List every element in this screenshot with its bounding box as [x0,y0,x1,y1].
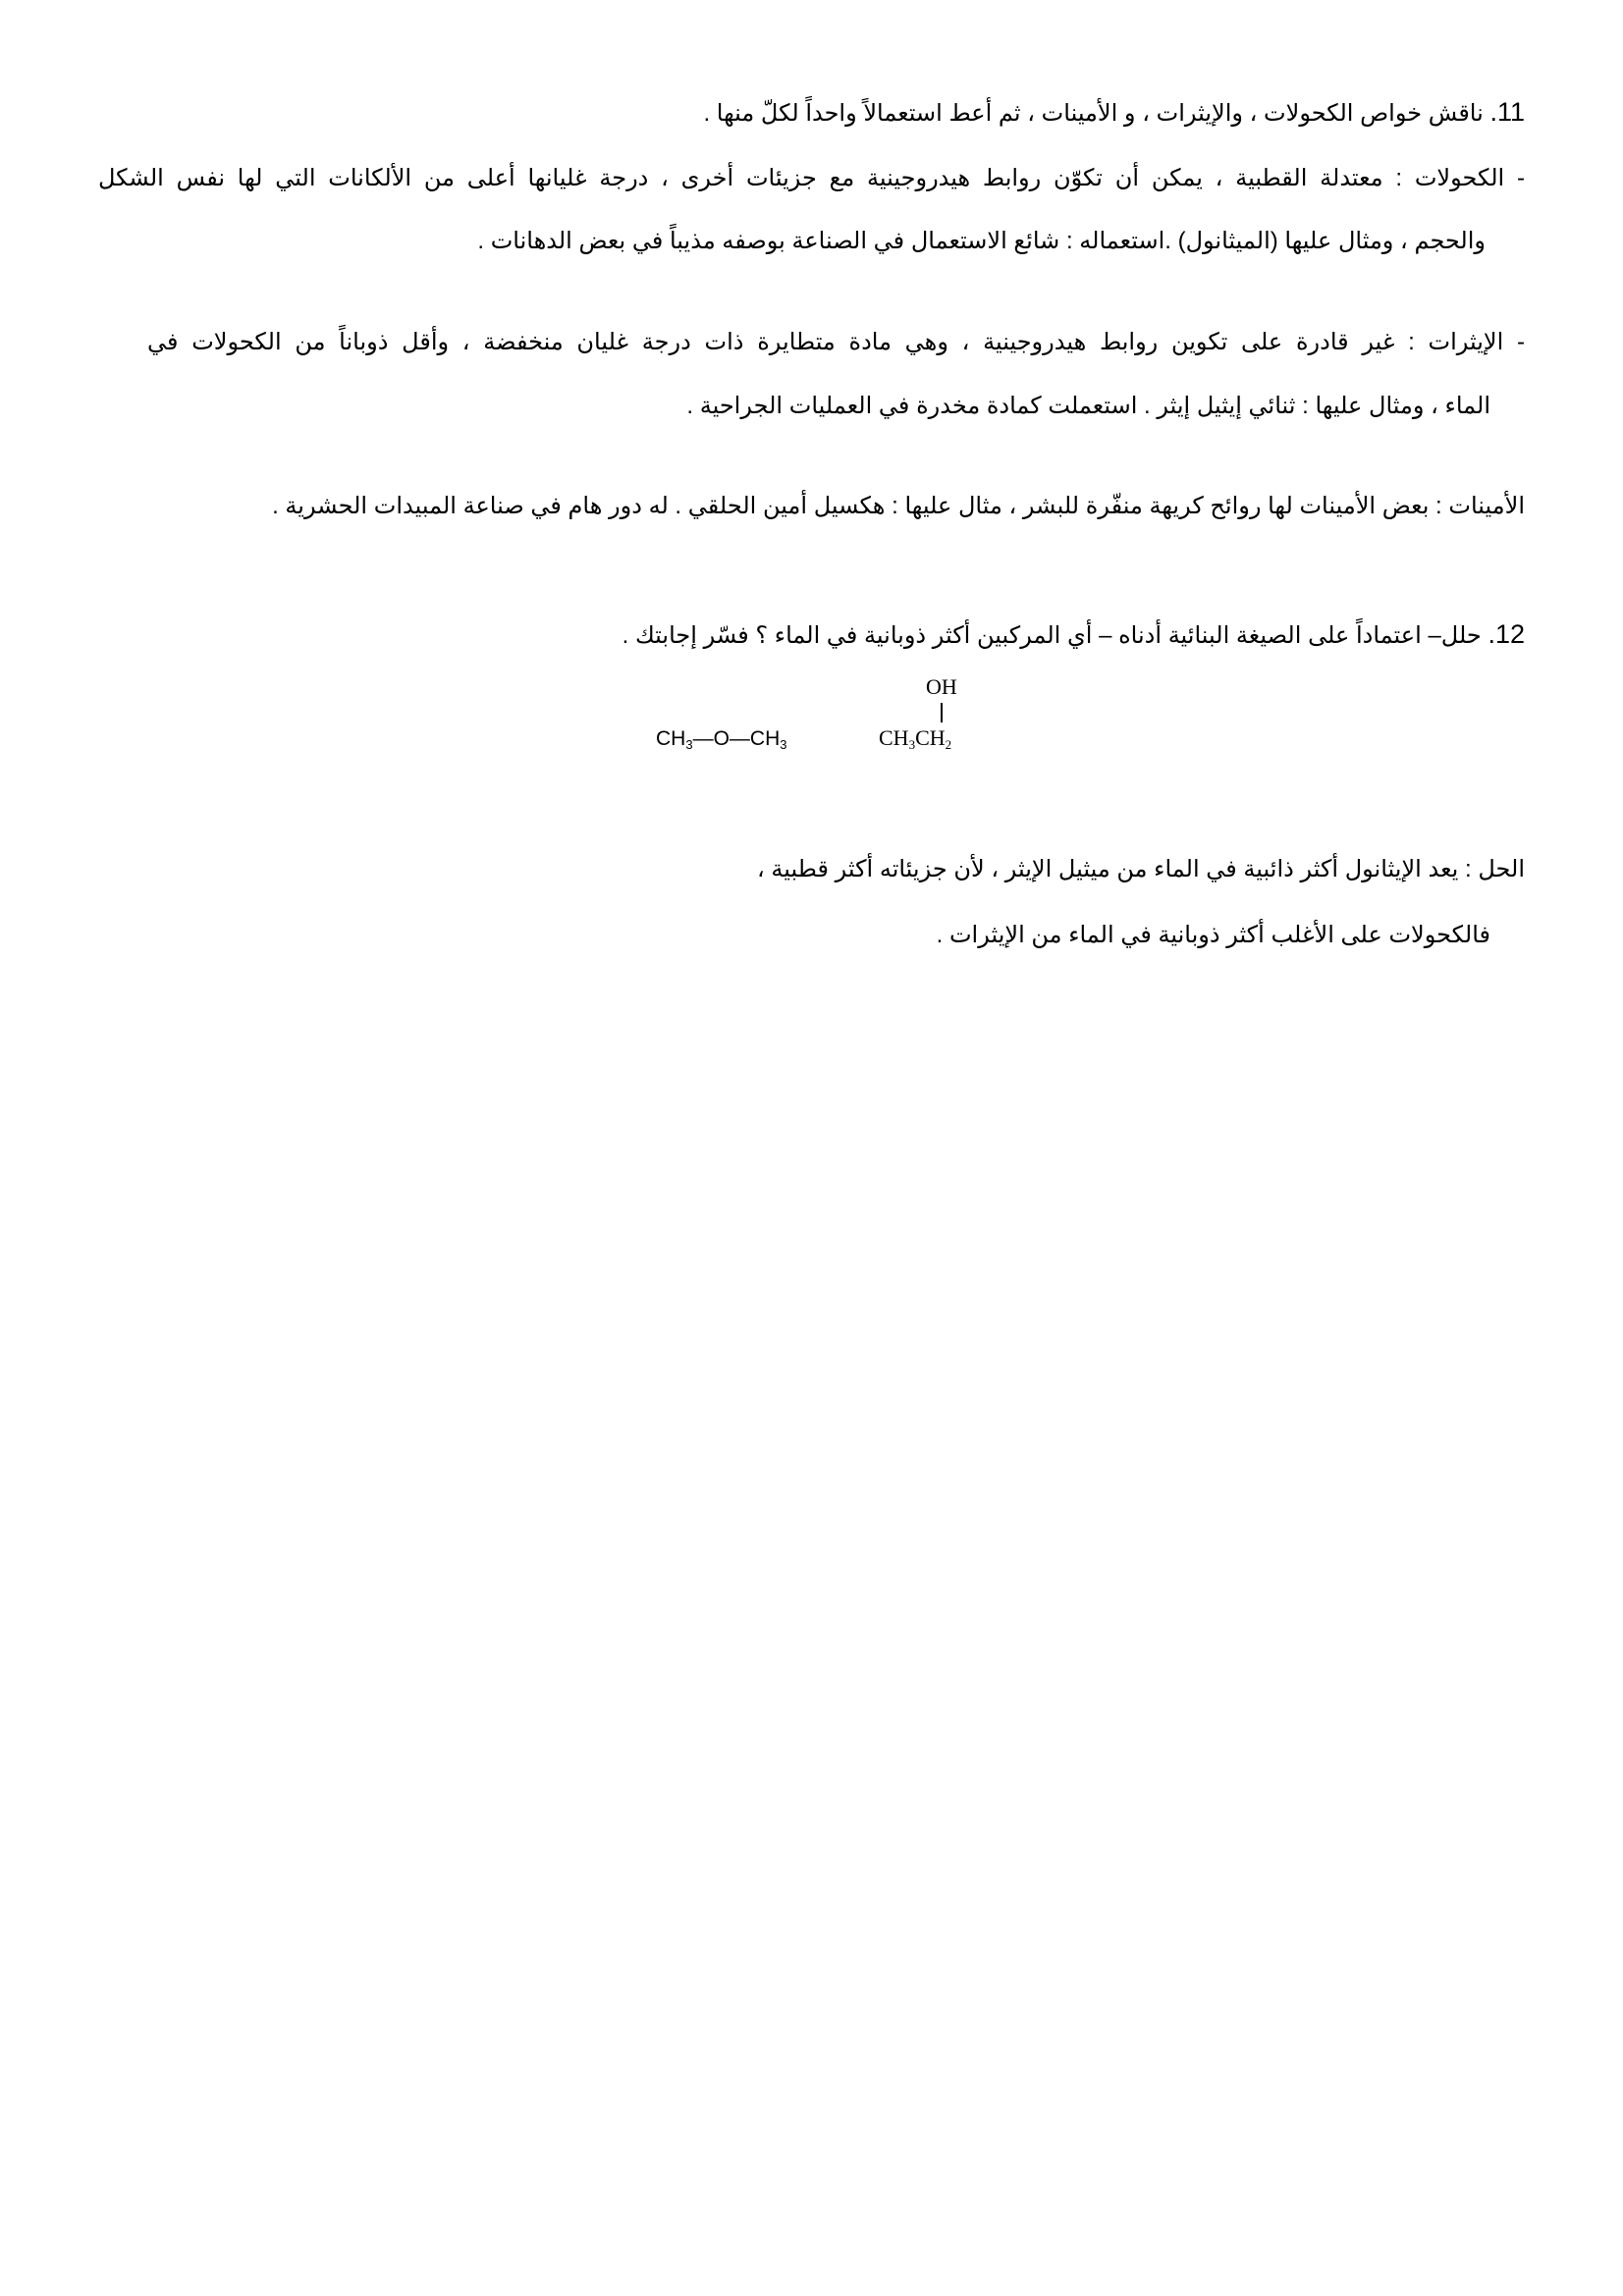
ether-bond-right: — [729,727,750,750]
q12-heading [622,618,1525,652]
ether-bond-left: — [692,727,714,750]
q12-answer-line2: فالكحولات على الأغلب أكثر ذوبانية في الماء من الإيثرات . [936,922,1490,948]
ethanol-sub2: 2 [945,737,952,752]
q11-heading [703,96,1525,130]
q11-alcohols-line2: والحجم ، ومثال عليها (الميثانول) .استعماله : شائع الاستعمال في الصناعة بوصفه مذيباً في بعض الدهانات . [477,228,1486,254]
ethanol-ch2: CH [915,725,946,750]
q11-amines-line: الأمينات : بعض الأمينات لها روائح كريهة منفّرة للبشر ، مثال عليها : هكسيل أمين الحلقي . له دور هام في صناعة المبيدات الحشرية . [272,493,1525,519]
ethanol-sub3: 3 [908,737,916,752]
ethanol-formula [879,725,951,751]
q11-ethers-line1: - الإيثرات : غير قادرة على تكوين روابط هيدروجينية ، وهي مادة متطايرة ذات درجة غليان منخفضة ، وأقل ذوباناً من الكحولات في [147,329,1525,355]
ether-ch3-left: CH [656,727,686,750]
q11-ethers-line2: الماء ، ومثال عليها : ثنائي إيثيل إيثر . استعملت كمادة مخدرة في العمليات الجراحية . [686,393,1490,419]
ethanol-oh: OH [926,674,957,699]
ether-sub-right: 3 [780,737,787,752]
q12-number: 12. [1488,619,1525,649]
q11-question: ناقش خواص الكحولات ، والإيثرات ، و الأمينات ، ثم أعط استعمالاً واحداً لكلّ منها . [703,100,1484,127]
q12-question: حلل– اعتماداً على الصيغة البنائية أدناه – أي المركبين أكثر ذوبانية في الماء ؟ فسّر إجابتك . [622,622,1482,649]
q11-alcohols-line1: - الكحولات : معتدلة القطبية ، يمكن أن تكوّن روابط هيدروجينية مع جزيئات أخرى ، درجة غليانها أعلى من الألكانات التي لها نفس الشكل [98,165,1525,191]
ether-oxygen: O [713,727,730,750]
ether-ch3-right: CH [749,727,781,750]
q12-answer-line1: الحل : يعد الإيثانول أكثر ذائبية في الماء من ميثيل الإيثر ، لأن جزيئاته أكثر قطبية ، [756,856,1525,882]
ethanol-ch3: CH [879,725,909,750]
ether-sub-left: 3 [685,737,693,752]
ethanol-oh-bond [941,703,943,722]
q11-number: 11. [1489,97,1525,127]
dimethyl-ether-formula [656,726,787,752]
